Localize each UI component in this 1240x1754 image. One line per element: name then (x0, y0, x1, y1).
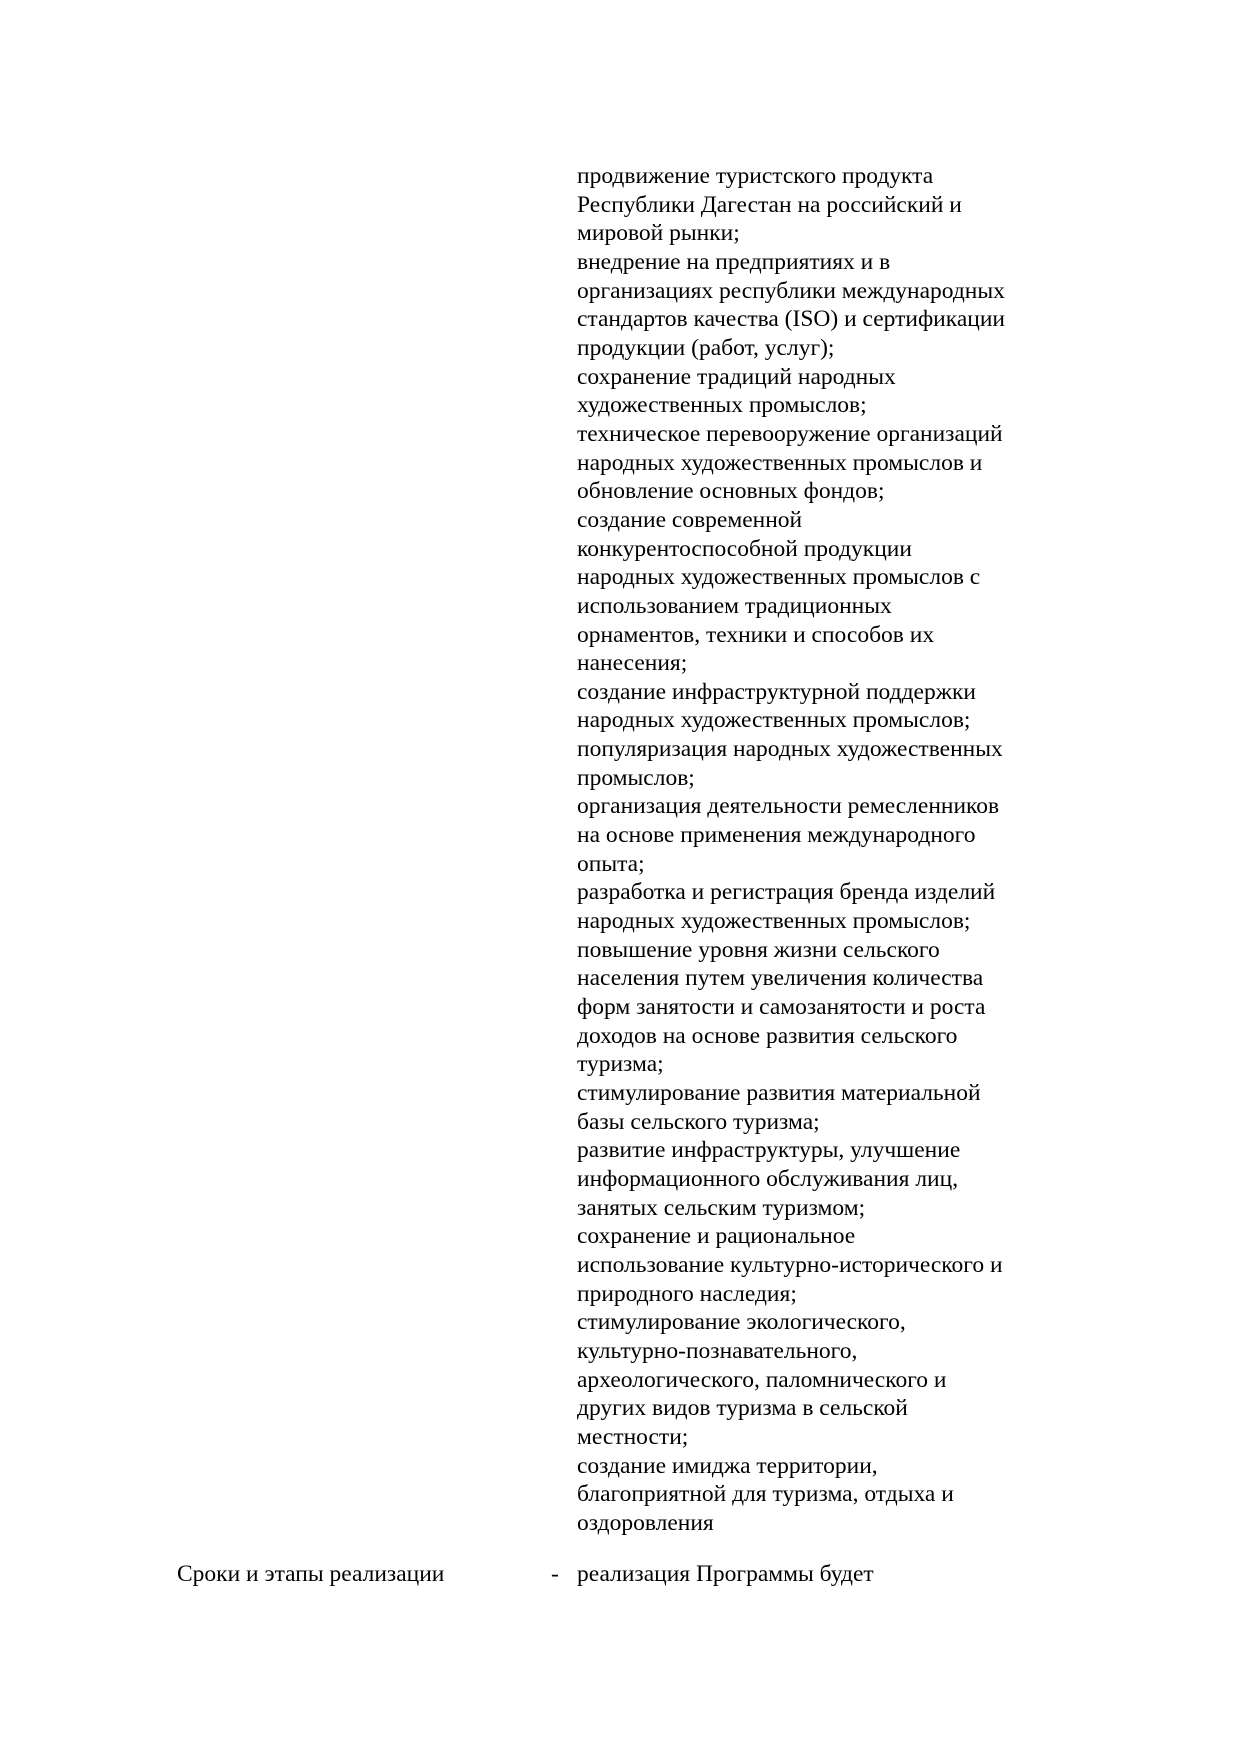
timeline-label: Сроки и этапы реализации (177, 1561, 445, 1587)
goal-line: повышение уровня жизни сельского (577, 936, 940, 963)
goal-line: мировой рынки; (577, 220, 740, 247)
goal-line: внедрение на предприятиях и в (577, 248, 891, 275)
goal-line: орнаментов, техники и способов их (577, 621, 935, 648)
goal-line: народных художественных промыслов; (577, 707, 971, 734)
goal-line: стандартов качества (ISO) и сертификации (577, 306, 1005, 333)
goal-line: народных художественных промыслов; (577, 908, 971, 935)
goal-line: Республики Дагестан на российский и (577, 191, 962, 218)
goal-line: сохранение и рациональное (577, 1223, 856, 1250)
goal-line: техническое перевооружение организаций (577, 420, 1003, 447)
goal-line: организация деятельности ремесленников (577, 793, 1000, 820)
goal-line: продукции (работ, услуг); (577, 334, 835, 361)
goal-line: обновление основных фондов; (577, 478, 885, 505)
goal-line: туризма; (577, 1051, 664, 1078)
goal-line: организациях республики международных (577, 277, 1005, 304)
goal-line: местности; (577, 1423, 689, 1450)
goal-line: культурно-познавательного, (577, 1337, 858, 1364)
goal-line: продвижение туристского продукта (577, 163, 934, 189)
goal-line: создание современной (577, 506, 803, 533)
goal-line: использованием традиционных (577, 592, 892, 619)
goal-line: других видов туризма в сельской (577, 1395, 908, 1422)
goal-line: использование культурно-исторического и (577, 1251, 1003, 1278)
goal-line: народных художественных промыслов с (577, 564, 981, 591)
goal-line: создание имиджа территории, (577, 1452, 878, 1479)
goal-line: информационного обслуживания лиц, (577, 1165, 959, 1192)
goal-line: сохранение традиций народных (577, 363, 896, 390)
goal-line: художественных промыслов; (577, 392, 867, 419)
goal-line: оздоровления (577, 1509, 714, 1536)
goal-line: занятых сельским туризмом; (577, 1194, 866, 1221)
goal-line: опыта; (577, 850, 645, 877)
goal-line: промыслов; (577, 764, 695, 791)
goal-line: базы сельского туризма; (577, 1108, 820, 1135)
goal-line: разработка и регистрация бренда изделий (577, 879, 996, 906)
goal-line: стимулирование экологического, (577, 1309, 906, 1336)
program-goals-list (577, 162, 1047, 1538)
goal-line: развитие инфраструктуры, улучшение (577, 1137, 961, 1164)
goal-line: природного наследия; (577, 1280, 797, 1307)
goal-line: создание инфраструктурной поддержки (577, 678, 976, 705)
goal-line: населения путем увеличения количества (577, 965, 984, 992)
goal-line: конкурентоспособной продукции (577, 535, 912, 562)
row-separator-dash: - (551, 1561, 559, 1587)
goal-line: благоприятной для туризма, отдыха и (577, 1481, 954, 1508)
goal-line: на основе применения международного (577, 822, 976, 849)
goal-line: народных художественных промыслов и (577, 449, 983, 476)
goal-line: популяризация народных художественных (577, 736, 1003, 763)
goal-line: археологического, паломнического и (577, 1366, 947, 1393)
goal-line: доходов на основе развития сельского (577, 1022, 958, 1049)
goal-line: форм занятости и самозанятости и роста (577, 994, 986, 1021)
goal-line: стимулирование развития материальной (577, 1080, 981, 1106)
goal-line: нанесения; (577, 650, 688, 677)
timeline-value: реализация Программы будет (577, 1561, 874, 1587)
